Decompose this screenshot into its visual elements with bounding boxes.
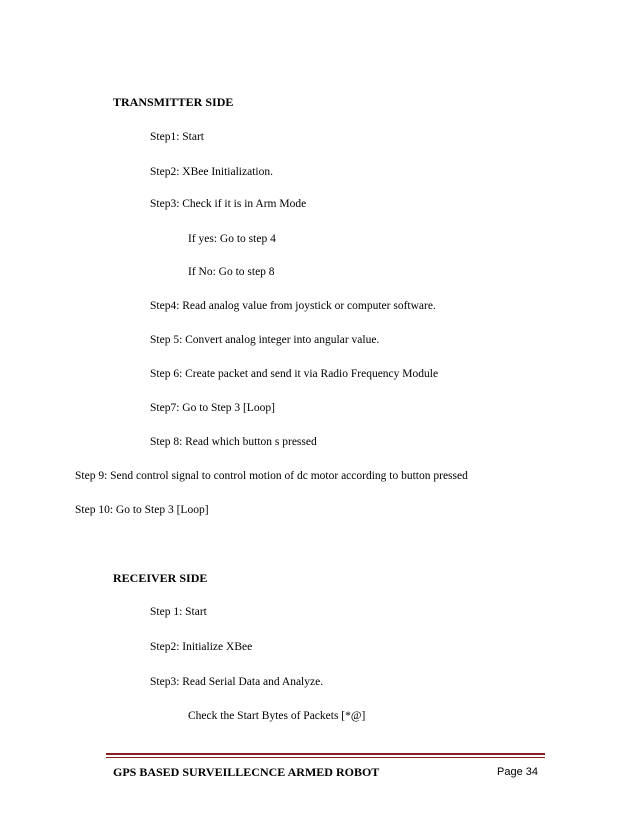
receiver-step-1: Step 1: Start [150, 606, 207, 618]
footer-rule-thin [106, 757, 545, 758]
transmitter-step-1: Step1: Start [150, 131, 204, 143]
transmitter-step-5: Step 5: Convert analog integer into angular value. [150, 334, 380, 346]
transmitter-step-7: Step7: Go to Step 3 [Loop] [150, 402, 275, 414]
transmitter-heading: TRANSMITTER SIDE [113, 95, 234, 109]
transmitter-step-2: Step2: XBee Initialization. [150, 166, 273, 178]
transmitter-step-10: Step 10: Go to Step 3 [Loop] [75, 504, 209, 516]
footer-rule [106, 753, 545, 755]
page-number: Page 34 [497, 766, 538, 778]
transmitter-step-6: Step 6: Create packet and send it via Radio Frequency Module [150, 368, 439, 380]
footer-title: GPS BASED SURVEILLECNCE ARMED ROBOT [113, 765, 380, 779]
receiver-step-3: Step3: Read Serial Data and Analyze. [150, 676, 324, 688]
receiver-heading: RECEIVER SIDE [113, 571, 208, 585]
transmitter-step-3-no: If No: Go to step 8 [188, 266, 275, 278]
transmitter-step-8: Step 8: Read which button s pressed [150, 436, 317, 448]
transmitter-step-9: Step 9: Send control signal to control motion of dc motor according to button pressed [75, 470, 468, 482]
receiver-step-3-detail: Check the Start Bytes of Packets [*@] [188, 710, 366, 722]
receiver-step-2: Step2: Initialize XBee [150, 641, 253, 653]
transmitter-step-4: Step4: Read analog value from joystick or computer software. [150, 300, 436, 312]
transmitter-step-3: Step3: Check if it is in Arm Mode [150, 198, 307, 210]
transmitter-step-3-yes: If yes: Go to step 4 [188, 233, 276, 245]
